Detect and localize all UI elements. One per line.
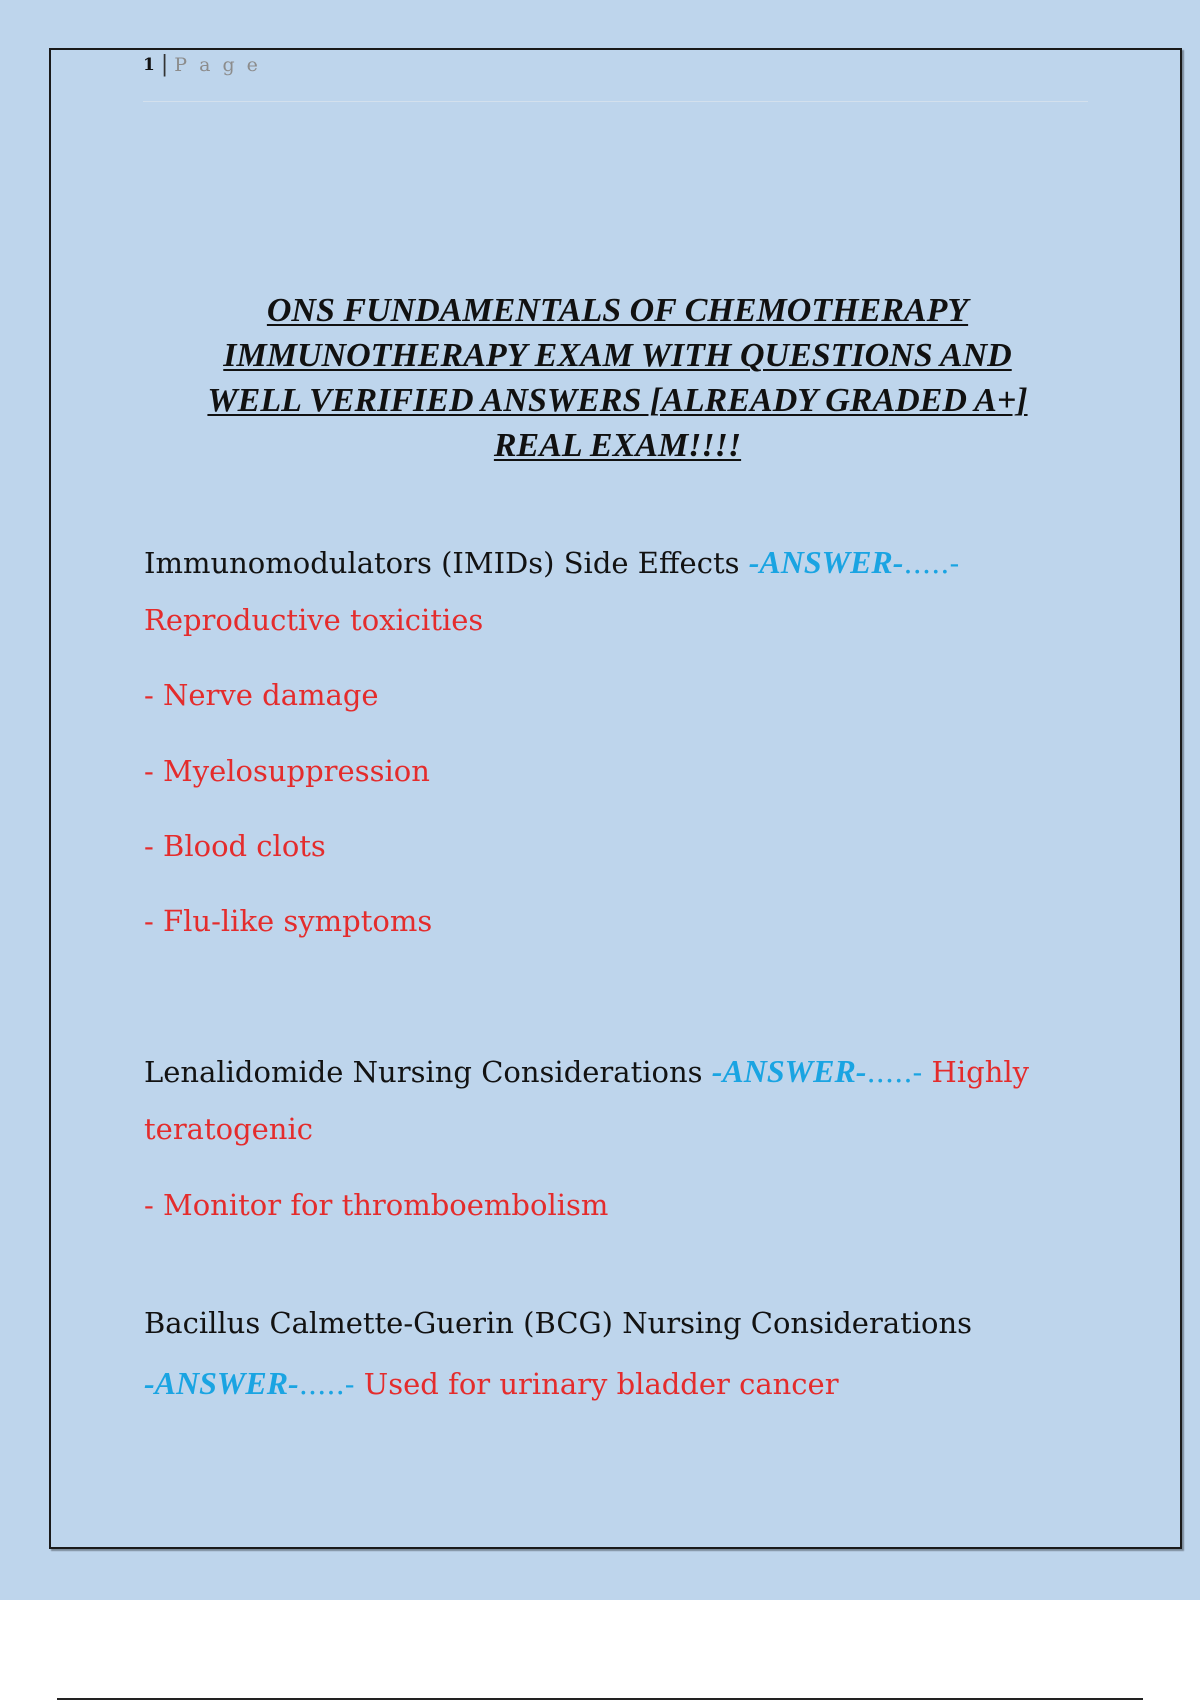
title-line-1: ONS FUNDAMENTALS OF CHEMOTHERAPY [266, 292, 969, 329]
answer-1-item-2: - Myelosuppression [144, 754, 430, 788]
question-2-text: Lenalidomide Nursing Considerations [144, 1055, 712, 1089]
answer-marker: -ANSWER- [711, 1053, 867, 1089]
page-separator: | [160, 52, 169, 77]
answer-3-inline: Used for urinary bladder cancer [354, 1367, 839, 1401]
question-3 [144, 1306, 972, 1340]
title-line-2: IMMUNOTHERAPY EXAM WITH QUESTIONS AND [223, 337, 1012, 374]
answer-1-item-4: - Flu-like symptoms [144, 904, 433, 938]
header-rule [143, 101, 1088, 102]
answer-marker: -ANSWER- [144, 1365, 299, 1401]
page-label: P a g e [174, 53, 261, 76]
document-title [160, 288, 1075, 468]
page-header [143, 52, 261, 77]
question-2 [144, 1053, 1029, 1090]
answer-1-first: Reproductive toxicities [144, 603, 484, 637]
answer-1-item-1: - Nerve damage [144, 678, 379, 712]
answer-1-item-3: - Blood clots [144, 829, 326, 863]
title-line-4: REAL EXAM!!!! [493, 427, 742, 464]
answer-dots: .....- [298, 1367, 355, 1401]
page-number: 1 [143, 54, 155, 75]
answer-2-inline: Highly [922, 1055, 1030, 1089]
title-line-3: WELL VERIFIED ANSWERS [ALREADY GRADED A+] [207, 382, 1028, 419]
question-1-text: Immunomodulators (IMIDs) Side Effects [144, 546, 749, 580]
answer-2-continued: teratogenic [144, 1112, 314, 1146]
answer-dots: .....- [866, 1055, 923, 1089]
question-3-text: Bacillus Calmette-Guerin (BCG) Nursing Considerations [144, 1306, 973, 1340]
answer-marker: -ANSWER- [748, 544, 904, 580]
question-1 [144, 544, 959, 581]
answer-dots: .....- [903, 546, 960, 580]
answer-3-line [144, 1365, 839, 1402]
answer-2-item-1: - Monitor for thromboembolism [144, 1188, 609, 1222]
